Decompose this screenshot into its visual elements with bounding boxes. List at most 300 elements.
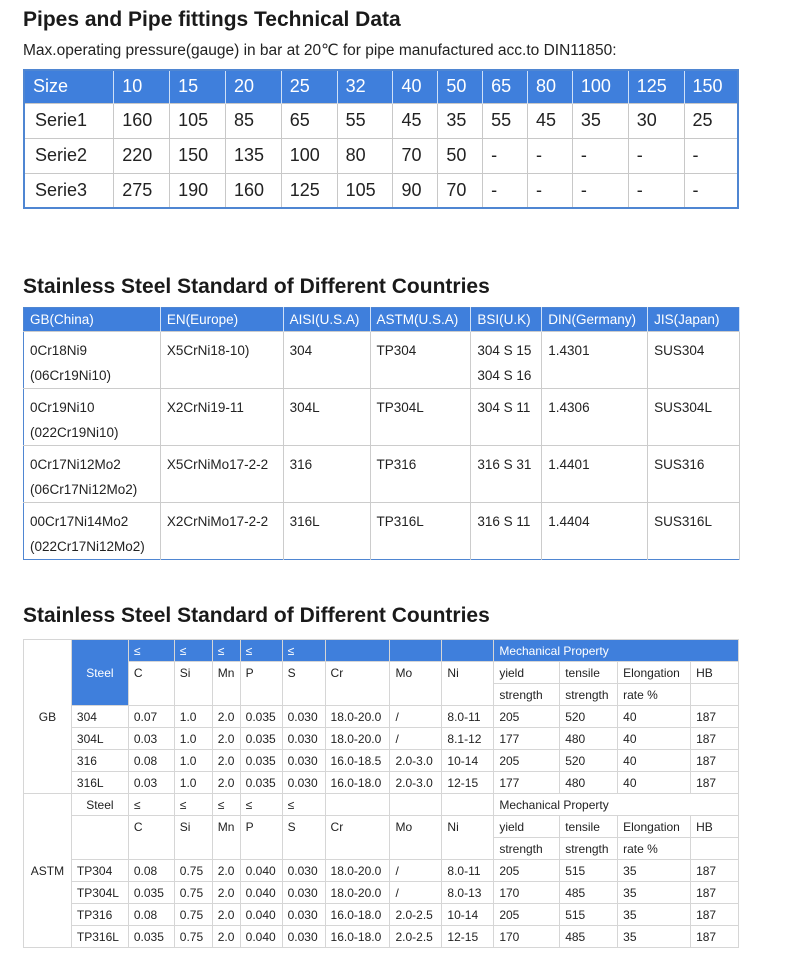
pressure-cell: - [528,173,573,208]
composition-table [23,639,739,948]
composition-row [24,926,739,948]
element-header-cell: P [240,662,282,706]
standard-cell-line: X5CrNi18-10) [166,343,250,358]
element-header-cell: C [128,816,174,860]
blank-header-cell [442,640,494,662]
standard-cell [160,446,283,503]
composition-cell: 0.035 [240,772,282,794]
pressure-table-row [24,138,738,173]
composition-cell: 18.0-20.0 [325,882,390,904]
element-header-cell: S [282,816,325,860]
pressure-cell: - [684,173,738,208]
pressure-cell: - [684,138,738,173]
standard-cell-line: X5CrNiMo17-2-2 [166,457,269,472]
composition-cell: 0.030 [282,904,325,926]
standard-cell-line: 304 S 11 [477,400,531,415]
pressure-cell: Serie2 [24,138,114,173]
element-header-cell: Mn [212,816,240,860]
mechanical-column-header: HB [691,662,739,684]
standard-header-cell: GB(China) [24,308,161,332]
composition-cell: 187 [691,706,739,728]
pressure-cell: 80 [337,138,393,173]
standard-cell-line: 1.4306 [548,400,590,415]
composition-header-row [24,816,739,838]
element-header-cell: Ni [442,662,494,706]
pressure-header-cell: 125 [628,70,684,103]
steel-header-cell: Steel [71,640,128,706]
composition-cell: 2.0-3.0 [390,750,442,772]
composition-cell: 515 [560,860,618,882]
standard-cell-line: SUS304L [654,400,712,415]
composition-cell: 16.0-18.0 [325,904,390,926]
pressure-header-cell: 15 [170,70,226,103]
composition-cell: 0.040 [240,926,282,948]
element-header-cell: Si [174,816,212,860]
pressure-cell: 125 [281,173,337,208]
composition-cell: / [390,860,442,882]
mechanical-column-header: Elongation [618,662,691,684]
standard-cell-line: (06Cr17Ni12Mo2) [30,482,138,497]
composition-cell: 0.030 [282,750,325,772]
composition-cell: 187 [691,904,739,926]
composition-cell: 170 [494,926,560,948]
composition-cell: 35 [618,882,691,904]
pressure-cell: - [483,173,528,208]
pressure-header-cell: 80 [528,70,573,103]
composition-cell: TP304 [71,860,128,882]
pressure-cell: 65 [281,103,337,138]
pressure-cell: 25 [684,103,738,138]
mechanical-column-header: HB [691,816,739,838]
composition-cell: 40 [618,728,691,750]
composition-cell: 316L [71,772,128,794]
pressure-subtitle: Max.operating pressure(gauge) in bar at 20℃ for pipe manufactured acc.to DIN11850: [23,42,617,59]
standard-header-cell: ASTM(U.S.A) [370,308,471,332]
standard-cell [542,503,648,560]
composition-title: Stainless Steel Standard of Different Countries [23,604,490,627]
composition-row [24,772,739,794]
standard-cell [160,389,283,446]
composition-cell: 0.75 [174,904,212,926]
standard-cell-line: SUS316 [654,457,705,472]
composition-cell: 2.0 [212,860,240,882]
pressure-cell: - [528,138,573,173]
standard-cell-line: TP316L [376,514,424,529]
standard-cell [471,503,542,560]
composition-cell: / [390,728,442,750]
standard-cell-line: 304 S 16 [477,368,532,383]
standard-table-row [24,389,740,446]
pressure-cell: 90 [393,173,438,208]
mechanical-column-header: strength [560,684,618,706]
standard-cell [370,503,471,560]
composition-cell: 0.75 [174,926,212,948]
pressure-header-cell: 40 [393,70,438,103]
composition-cell: 520 [560,706,618,728]
composition-cell: 2.0 [212,728,240,750]
composition-cell: 304L [71,728,128,750]
steel-standard-header [24,308,740,332]
blank-header-cell [325,794,390,816]
steel-standard-title: Stainless Steel Standard of Different Countries [23,275,490,298]
composition-cell: 0.75 [174,882,212,904]
pressure-cell: 30 [628,103,684,138]
mechanical-property-header: Mechanical Property [494,794,739,816]
composition-cell: 0.030 [282,882,325,904]
standard-cell [648,446,740,503]
standard-cell [370,446,471,503]
mechanical-column-header: strength [494,684,560,706]
composition-cell: 0.03 [128,728,174,750]
standard-cell [370,332,471,389]
composition-cell: 2.0 [212,926,240,948]
standard-cell-line: 1.4404 [548,514,590,529]
composition-cell: 40 [618,772,691,794]
steel-standard-table [23,307,740,560]
composition-cell: 187 [691,882,739,904]
element-header-cell: Cr [325,662,390,706]
composition-cell: 8.0-11 [442,860,494,882]
standard-header-cell: JIS(Japan) [648,308,740,332]
composition-cell: 0.08 [128,860,174,882]
pressure-header-cell: 10 [114,70,170,103]
pressure-table-header [24,70,738,103]
pressure-cell: 160 [225,173,281,208]
composition-cell: 177 [494,772,560,794]
standard-cell-line: 0Cr17Ni12Mo2 [30,457,121,472]
pressure-cell: 45 [528,103,573,138]
standard-cell-line: (022Cr19Ni10) [30,425,119,440]
composition-cell: 0.07 [128,706,174,728]
standard-cell-line: SUS316L [654,514,712,529]
standard-header-cell: DIN(Germany) [542,308,648,332]
le-symbol-cell: ≤ [240,640,282,662]
mechanical-column-header: rate % [618,838,691,860]
composition-cell: 16.0-18.0 [325,772,390,794]
composition-cell: TP304L [71,882,128,904]
le-symbol-cell: ≤ [128,640,174,662]
pressure-cell: 35 [572,103,628,138]
pressure-cell: 100 [281,138,337,173]
pressure-cell: 55 [483,103,528,138]
mechanical-column-header: strength [560,838,618,860]
le-symbol-cell: ≤ [240,794,282,816]
steel-header-cell: Steel [71,794,128,816]
pressure-cell: 160 [114,103,170,138]
blank-header-cell [390,640,442,662]
composition-cell: TP316L [71,926,128,948]
pressure-cell: 105 [170,103,226,138]
mechanical-column-header: Elongation [618,816,691,838]
composition-cell: 170 [494,882,560,904]
pressure-cell: - [628,173,684,208]
mechanical-column-header: yield [494,662,560,684]
mechanical-column-header: yield [494,816,560,838]
standard-cell [24,446,161,503]
composition-cell: 177 [494,728,560,750]
standard-cell-line: 316 [289,457,313,472]
composition-cell: 515 [560,904,618,926]
composition-cell: 2.0 [212,706,240,728]
composition-cell: 0.035 [128,882,174,904]
standard-cell-line: SUS304 [654,343,705,358]
composition-cell: 0.030 [282,860,325,882]
composition-cell: 316 [71,750,128,772]
composition-cell: 40 [618,706,691,728]
mechanical-column-header [691,684,739,706]
composition-row [24,860,739,882]
composition-cell: 1.0 [174,706,212,728]
pressure-header-cell: 20 [225,70,281,103]
standard-cell-line: 316L [289,514,320,529]
element-header-cell: Mo [390,816,442,860]
composition-cell: 205 [494,860,560,882]
standard-cell-line: TP304 [376,343,417,358]
pressure-cell: 70 [393,138,438,173]
le-symbol-cell: ≤ [174,794,212,816]
standard-cell-line: 1.4401 [548,457,590,472]
composition-row [24,904,739,926]
composition-cell: 187 [691,728,739,750]
element-header-cell: Cr [325,816,390,860]
standard-cell-line: 304 [289,343,313,358]
standard-table-row [24,332,740,389]
composition-cell: 520 [560,750,618,772]
pressure-header-cell: Size [24,70,114,103]
le-symbol-cell: ≤ [212,640,240,662]
standard-cell [283,389,370,446]
composition-cell: 2.0 [212,904,240,926]
mechanical-column-header: tensile [560,816,618,838]
mechanical-column-header: tensile [560,662,618,684]
composition-header-row [24,640,739,662]
composition-cell: 8.1-12 [442,728,494,750]
standard-header-cell: EN(Europe) [160,308,283,332]
pressure-cell: - [483,138,528,173]
pressure-table-row [24,173,738,208]
composition-cell: 0.03 [128,772,174,794]
standard-cell [160,503,283,560]
pressure-cell: 55 [337,103,393,138]
composition-cell: 2.0 [212,772,240,794]
standard-cell [471,389,542,446]
le-symbol-cell: ≤ [282,794,325,816]
standard-cell-line: TP316 [376,457,417,472]
standard-cell [542,332,648,389]
element-header-cell: Mn [212,662,240,706]
standard-cell [283,503,370,560]
pressure-cell: Serie1 [24,103,114,138]
composition-cell: 0.035 [240,750,282,772]
composition-cell: 0.040 [240,860,282,882]
standard-cell-line: 0Cr18Ni9 [30,343,88,358]
composition-cell: 8.0-13 [442,882,494,904]
pressure-cell: 85 [225,103,281,138]
composition-cell: 304 [71,706,128,728]
pressure-cell: 45 [393,103,438,138]
composition-cell: 1.0 [174,750,212,772]
pressure-cell: 70 [438,173,483,208]
standard-cell [648,503,740,560]
standard-group-label: GB [24,640,72,794]
pressure-cell: 275 [114,173,170,208]
pressure-header-cell: 65 [483,70,528,103]
composition-row [24,706,739,728]
standard-cell [542,389,648,446]
le-symbol-cell: ≤ [174,640,212,662]
standard-cell-line: 316 S 11 [477,514,531,529]
composition-cell: 0.030 [282,926,325,948]
composition-cell: / [390,706,442,728]
composition-row [24,750,739,772]
mechanical-column-header: strength [494,838,560,860]
standard-table-row [24,503,740,560]
composition-cell: 1.0 [174,728,212,750]
pipe-data-title: Pipes and Pipe fittings Technical Data [23,8,401,31]
pressure-header-cell: 100 [572,70,628,103]
standard-cell-line: 00Cr17Ni14Mo2 [30,514,129,529]
pressure-cell: Serie3 [24,173,114,208]
composition-row [24,728,739,750]
element-header-cell: C [128,662,174,706]
composition-cell: 40 [618,750,691,772]
element-header-cell: Si [174,662,212,706]
pressure-cell: 150 [170,138,226,173]
composition-cell: 8.0-11 [442,706,494,728]
pressure-header-cell: 32 [337,70,393,103]
standard-header-cell: AISI(U.S.A) [283,308,370,332]
composition-cell: 187 [691,750,739,772]
composition-cell: 10-14 [442,750,494,772]
composition-cell: 16.0-18.5 [325,750,390,772]
pressure-cell: - [572,173,628,208]
standard-cell [471,332,542,389]
standard-cell-line: 304L [289,400,320,415]
pressure-cell: 190 [170,173,226,208]
standard-cell-line: X2CrNi19-11 [166,400,244,415]
mechanical-column-header: rate % [618,684,691,706]
composition-cell: 205 [494,904,560,926]
pressure-header-cell: 25 [281,70,337,103]
standard-cell [24,332,161,389]
composition-cell: 12-15 [442,772,494,794]
standard-cell [24,389,161,446]
pressure-table [23,69,739,209]
blank-header-cell [325,640,390,662]
composition-cell: 1.0 [174,772,212,794]
element-header-cell: P [240,816,282,860]
pressure-header-cell: 150 [684,70,738,103]
standard-cell [283,446,370,503]
composition-cell: 35 [618,904,691,926]
element-header-cell: S [282,662,325,706]
composition-cell: 480 [560,772,618,794]
standard-cell [160,332,283,389]
pressure-cell: 105 [337,173,393,208]
composition-cell: 0.75 [174,860,212,882]
composition-cell: 0.040 [240,904,282,926]
standard-cell [370,389,471,446]
composition-cell: 187 [691,772,739,794]
composition-cell: 0.08 [128,904,174,926]
composition-row [24,882,739,904]
blank-header-cell [442,794,494,816]
le-symbol-cell: ≤ [128,794,174,816]
composition-cell: 0.030 [282,706,325,728]
standard-cell-line: (022Cr17Ni12Mo2) [30,539,145,554]
composition-cell: 2.0-2.5 [390,904,442,926]
composition-cell: 187 [691,926,739,948]
composition-cell: 12-15 [442,926,494,948]
composition-cell: 10-14 [442,904,494,926]
composition-cell: 485 [560,882,618,904]
composition-cell: 0.040 [240,882,282,904]
standard-cell-line: 304 S 15 [477,343,532,358]
standard-group-label: ASTM [24,794,72,948]
le-symbol-cell: ≤ [282,640,325,662]
composition-cell: 2.0 [212,882,240,904]
element-header-cell: Ni [442,816,494,860]
composition-cell: 18.0-20.0 [325,728,390,750]
standard-cell-line: 1.4301 [548,343,590,358]
composition-cell: / [390,882,442,904]
composition-cell: 18.0-20.0 [325,706,390,728]
composition-cell: 0.030 [282,728,325,750]
blank-header-cell [390,794,442,816]
composition-cell: 0.08 [128,750,174,772]
composition-cell: 0.030 [282,772,325,794]
pressure-cell: - [628,138,684,173]
composition-cell: 35 [618,860,691,882]
pressure-cell: 135 [225,138,281,173]
composition-cell: 205 [494,750,560,772]
standard-cell [24,503,161,560]
standard-cell [648,332,740,389]
composition-cell: 2.0 [212,750,240,772]
pressure-cell: - [572,138,628,173]
pressure-table-row [24,103,738,138]
composition-cell: 187 [691,860,739,882]
composition-cell: 205 [494,706,560,728]
standard-cell-line: X2CrNiMo17-2-2 [166,514,269,529]
composition-cell: 16.0-18.0 [325,926,390,948]
mechanical-column-header [691,838,739,860]
pressure-cell: 35 [438,103,483,138]
mechanical-property-header: Mechanical Property [494,640,739,662]
element-header-cell: Mo [390,662,442,706]
composition-cell: 0.035 [240,728,282,750]
composition-cell: 485 [560,926,618,948]
standard-cell-line: 0Cr19Ni10 [30,400,95,415]
standard-cell [542,446,648,503]
pressure-cell: 220 [114,138,170,173]
composition-cell: TP316 [71,904,128,926]
pressure-header-cell: 50 [438,70,483,103]
standard-cell [283,332,370,389]
composition-header-row [24,794,739,816]
composition-cell: 18.0-20.0 [325,860,390,882]
composition-header-row [24,662,739,684]
standard-cell [471,446,542,503]
composition-cell: 2.0-2.5 [390,926,442,948]
composition-cell: 0.035 [128,926,174,948]
blank-header-cell [71,816,128,860]
standard-cell-line: 316 S 31 [477,457,532,472]
le-symbol-cell: ≤ [212,794,240,816]
standard-cell-line: (06Cr19Ni10) [30,368,112,383]
standard-cell [648,389,740,446]
standard-cell-line: TP304L [376,400,424,415]
